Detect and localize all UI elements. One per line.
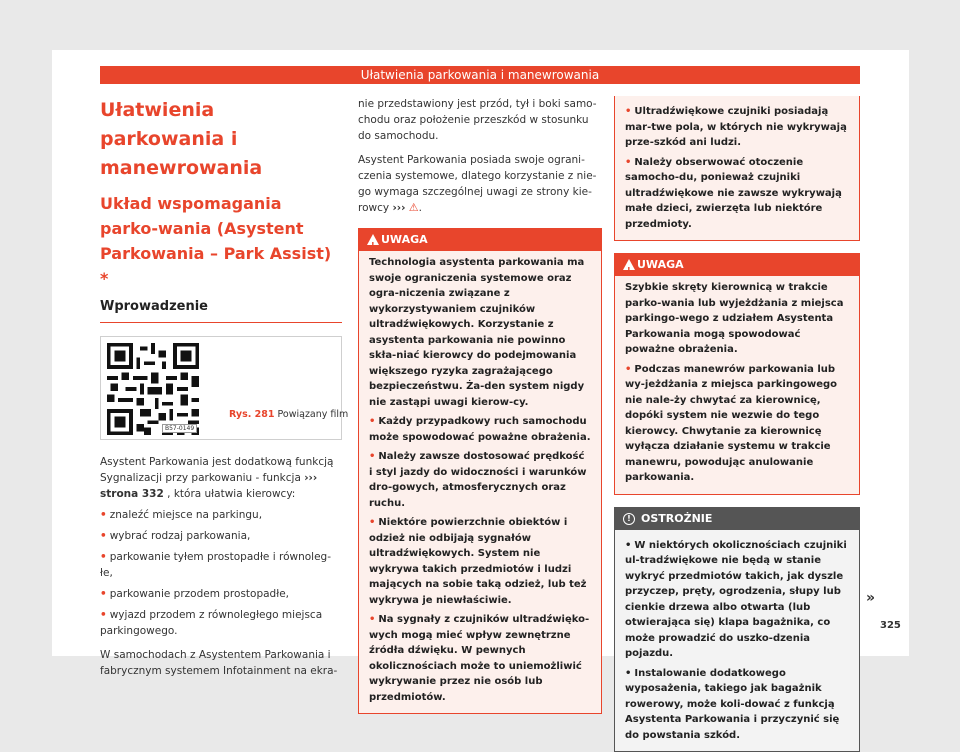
list-item: • Niektóre powierzchnie obiektów i odzież nie odbijają sygnałów ultradźwiękowych. System nie wykrywa takich przedmiotów i ludzi mających na sobie taką odzież, lub też wykrywa je niewłaściwie.: [369, 515, 591, 608]
list-item: • Należy obserwować otoczenie samocho-du, ponieważ czujniki ultradźwiękowe nie zawsze wykrywają małe dzieci, zwierzęta lub niektóre przedmioty.: [625, 155, 849, 233]
list-item: • parkowanie tyłem prostopadłe i równoleg-łe,: [100, 549, 342, 581]
bullet-icon: •: [625, 157, 631, 168]
subsection-title: Wprowadzenie: [100, 299, 342, 323]
figure-281[interactable]: [100, 336, 342, 440]
caution-box: [614, 507, 860, 752]
caution-list: [625, 538, 849, 744]
section-title: Układ wspomagania parko-wania (Asystent Parkowania – Park Assist) *: [100, 191, 342, 291]
bullet-icon: •: [100, 609, 107, 621]
warning-body: [615, 276, 859, 494]
warning-box-continued: [614, 96, 860, 241]
continued-paragraph: nie przedstawiony jest przód, tył i boki samo-chodu oraz położenie przeszkód w stosunku do samochodu.: [358, 96, 602, 144]
page-number: 325: [880, 620, 901, 631]
bullet-icon: •: [625, 364, 631, 375]
info-circle-icon: !: [623, 513, 635, 525]
caution-header: ! OSTROŻNIE: [615, 508, 859, 530]
warning-text: Technologia asystenta parkowania ma swoje ograniczenia systemowe oraz ogra-niczenia związane z wykorzystywaniem czujników ultradźwiękowych. Korzystanie z asystenta parkowania nie powinno skła-niać kierowcy do podejmowania większego ryzyka zagrażającego bezpieczeństwu. Ża-den system nigdy nie zastąpi uwagi kierow-cy.: [369, 255, 591, 410]
chapter-title: Ułatwienia parkowania i manewrowania: [100, 96, 342, 183]
page-reference-link[interactable]: ››› strona 332: [100, 472, 317, 500]
column-middle: [358, 96, 602, 714]
warning-text: Szybkie skręty kierownicą w trakcie parko-wania lub wyjeżdżania z miejsca parkingo-wego z udziałem Asystenta Parkowania mogą spowodować poważne obrażenia.: [625, 280, 849, 358]
column-left: [100, 96, 342, 679]
list-item: • W niektórych okolicznościach czujniki ul-tradźwiękowe nie będą w stanie wykryć przedmiotów takich, jak dyszle przyczep, pręty, ogrodzenia, słupy lub cienkie drzewa albo otwarta (lub otwierająca się) klapa bagażnika, co może prowadzić do uszko-dzenia pojazdu.: [625, 538, 849, 662]
closing-paragraph: W samochodach z Asystentem Parkowania i fabrycznym systemem Infotainment na ekra-: [100, 647, 342, 679]
warning-header: ! UWAGA: [615, 254, 859, 276]
bullet-icon: •: [369, 614, 375, 625]
figure-code: B57-0149: [162, 424, 197, 433]
list-item: • znaleźć miejsce na parkingu,: [100, 507, 342, 523]
bullet-icon: •: [625, 540, 631, 551]
warning-body: [615, 96, 859, 240]
bullet-icon: •: [100, 530, 107, 542]
running-header: Ułatwienia parkowania i manewrowania: [100, 66, 860, 84]
bullet-icon: •: [369, 416, 375, 427]
continue-arrow-icon: »: [866, 590, 875, 606]
bullet-icon: •: [100, 588, 107, 600]
bullet-icon: •: [369, 517, 375, 528]
bullet-icon: •: [625, 106, 631, 117]
list-item: • wybrać rodzaj parkowania,: [100, 528, 342, 544]
caution-body: [615, 530, 859, 752]
list-item: • Podczas manewrów parkowania lub wy-jeżdżania z miejsca parkingowego nie nale-ży chwytać za kierownicę, dopóki system nie wezwie do tego kierowcy. Chwytanie za kierownicę wyłącza działanie systemu w trakcie manewru, powodując anulowanie parkowania.: [625, 362, 849, 486]
bullet-icon: •: [100, 509, 107, 521]
warning-list: [369, 414, 591, 705]
warning-box: [358, 228, 602, 714]
intro-tail: , która ułatwia kierowcy:: [167, 488, 295, 500]
figure-caption-text: Powiązany film: [278, 409, 349, 420]
limitations-paragraph: Asystent Parkowania posiada swoje ograni-czenia systemowe, dlatego korzystanie z nie-go wymaga szczególnej uwagi ze strony kie-rowcy ››› ⚠.: [358, 152, 602, 216]
column-right: [614, 96, 860, 752]
warning-triangle-icon: ⚠: [409, 201, 419, 214]
list-item: • Na sygnały z czujników ultradźwięko-wych mogą mieć wpływ zewnętrzne źródła dźwięku. W pewnych okolicznościach może to uniemożliwić wykrywanie przez nie osób lub przedmiotów.: [369, 612, 591, 705]
list-item: • wyjazd przodem z równoległego miejsca parkingowego.: [100, 607, 342, 639]
warning-list: [625, 104, 849, 232]
intro-paragraph: [100, 454, 342, 502]
figure-number: Rys. 281: [229, 409, 274, 420]
list-item: • parkowanie przodem prostopadłe,: [100, 586, 342, 602]
warning-box-steering: [614, 253, 860, 495]
bullet-icon: •: [369, 451, 375, 462]
list-item: • Należy zawsze dostosować prędkość i styl jazdy do widoczności i warunków dro-gowych, atmosferycznych oraz ruchu.: [369, 449, 591, 511]
warning-reference-link[interactable]: ›››: [392, 202, 405, 214]
warning-triangle-icon: [623, 259, 635, 270]
feature-list: [100, 507, 342, 639]
list-item: • Instalowanie dodatkowego wyposażenia, takiego jak bagażnik rowerowy, może koli-dować z funkcją Asystenta Parkowania i przyczynić się do powstania szkód.: [625, 666, 849, 744]
bullet-icon: •: [100, 551, 107, 563]
warning-triangle-icon: [367, 234, 379, 245]
intro-text: Asystent Parkowania jest dodatkową funkcją Sygnalizacji przy parkowaniu - funkcja: [100, 456, 333, 484]
list-item: • Każdy przypadkowy ruch samochodu może spowodować poważne obrażenia.: [369, 414, 591, 445]
figure-caption: [229, 409, 348, 420]
warning-header: ! UWAGA: [359, 229, 601, 251]
qr-code-icon[interactable]: [107, 343, 199, 435]
list-item: • Ultradźwiękowe czujniki posiadają mar-twe pola, w których nie wykrywają prze-szkód ani ludzi.: [625, 104, 849, 151]
bullet-icon: •: [625, 668, 631, 679]
warning-body: [359, 251, 601, 713]
warning-list: [625, 362, 849, 486]
